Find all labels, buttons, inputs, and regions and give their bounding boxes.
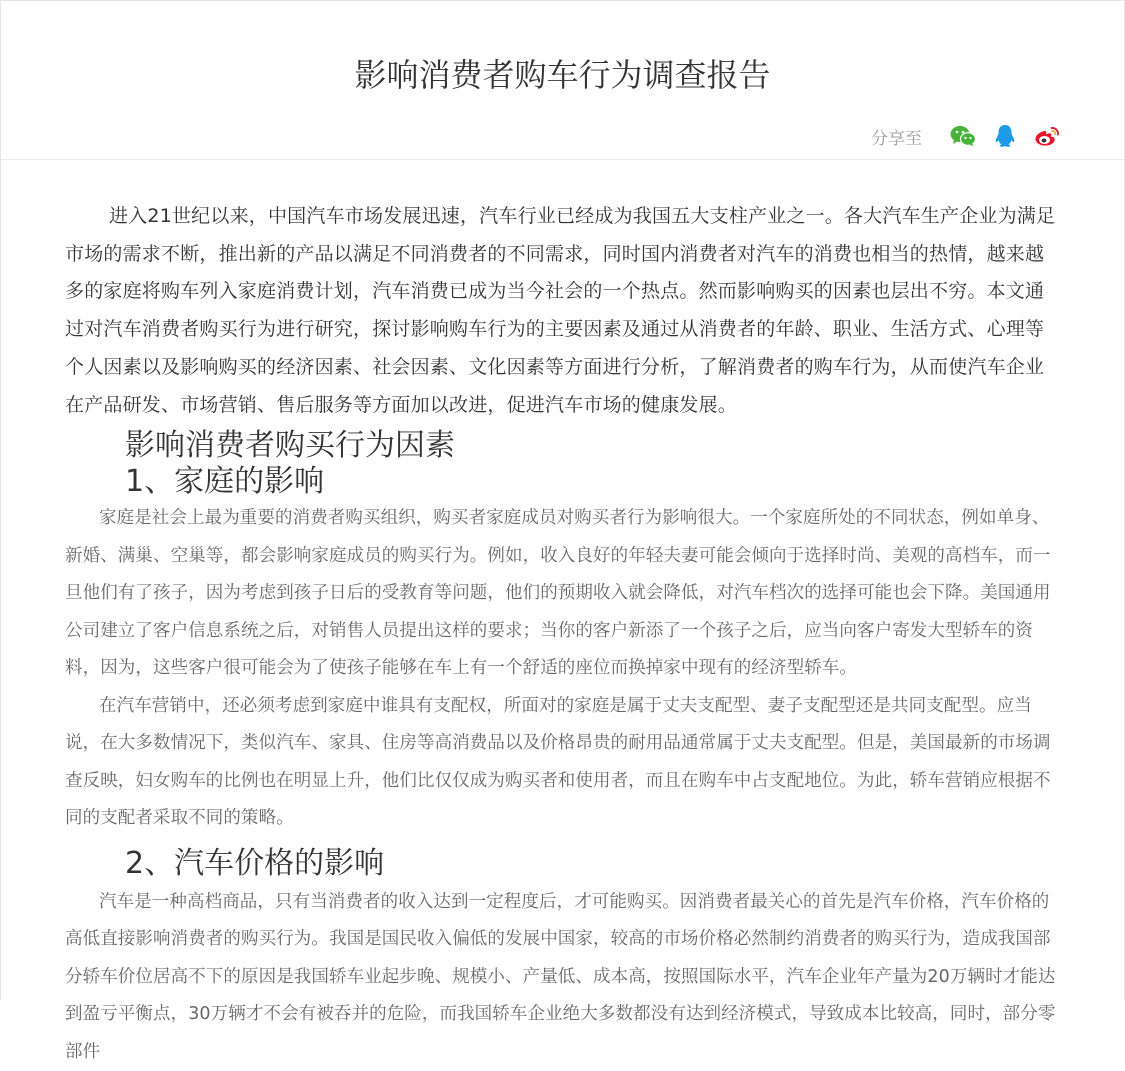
share-bar xyxy=(871,119,1062,153)
subsection-heading-family: 1、家庭的影响 xyxy=(125,464,325,500)
share-label: 分享至 xyxy=(871,128,922,149)
section-heading: 影响消费者购买行为因素 xyxy=(125,428,455,464)
article-title: 影响消费者购车行为调查报告 xyxy=(354,56,771,94)
family-paragraph-2: 在汽车营销中，还必须考虑到家庭中谁具有支配权，所面对的家庭是属于丈夫支配型、妻子支配型还是共同支配型。应当说，在大多数情况下，类似汽车、家具、住房等高消费品以及价格昂贵的耐用品通常属于丈夫支配型。但是，美国最新的市场调查反映，妇女购车的比例也在明显上升，他们比仅仅成为购买者和使用者，而且在购车中占支配地位。为此，轿车营销应根据不同的支配者采取不同的策略。 xyxy=(65,695,1051,829)
family-paragraph-1: 家庭是社会上最为重要的消费者购买组织，购买者家庭成员对购买者行为影响很大。一个家庭所处的不同状态，例如单身、新婚、满巢、空巢等，都会影响家庭成员的购买行为。例如，收入良好的年轻夫妻可能会倾向于选择时尚、美观的高档车，而一旦他们有了孩子，因为考虑到孩子日后的受教育等问题，他们的预期收入就会降低，对汽车档次的选择可能也会下降。美国通用公司建立了客户信息系统之后，对销售人员提出这样的要求；当你的客户新添了一个孩子之后，应当向客户寄发大型轿车的资料，因为，这些客户很可能会为了使孩子能够在车上有一个舒适的座位而换掉家中现有的经济型轿车。 xyxy=(65,508,1051,679)
article-body xyxy=(65,198,1063,1071)
article-header xyxy=(1,1,1124,160)
weibo-icon[interactable] xyxy=(1032,121,1062,151)
wechat-icon[interactable] xyxy=(948,121,978,151)
qq-icon[interactable] xyxy=(990,121,1020,151)
intro-paragraph: 进入21世纪以来，中国汽车市场发展迅速，汽车行业已经成为我国五大支柱产业之一。各大汽车生产企业为满足市场的需求不断，推出新的产品以满足不同消费者的不同需求，同时国内消费者对汽车的消费也相当的热情，越来越多的家庭将购车列入家庭消费计划，汽车消费已成为当今社会的一个热点。然而影响购买的因素也层出不穷。本文通过对汽车消费者购买行为进行研究，探讨影响购车行为的主要因素及通过从消费者的年龄、职业、生活方式、心理等个人因素以及影响购买的经济因素、社会因素、文化因素等方面进行分析，了解消费者的购车行为，从而使汽车企业在产品研发、市场营销、售后服务等方面加以改进，促进汽车市场的健康发展。 xyxy=(65,205,1056,416)
subsection-heading-price: 2、汽车价格的影响 xyxy=(125,845,385,881)
price-paragraph-1: 汽车是一种高档商品，只有当消费者的收入达到一定程度后，才可能购买。因消费者最关心的首先是汽车价格，汽车价格的高低直接影响消费者的购买行为。我国是国民收入偏低的发展中国家，较高的市场价格必然制约消费者的购买行为，造成我国部分轿车价位居高不下的原因是我国轿车业起步晚、规模小、产量低、成本高，按照国际水平，汽车企业年产量为20万辆时才能达到盈亏平衡点，30万辆才不会有被吞并的危险，而我国轿车企业绝大多数都没有达到经济模式，导致成本比较高，同时，部分零部件 xyxy=(65,891,1056,1062)
